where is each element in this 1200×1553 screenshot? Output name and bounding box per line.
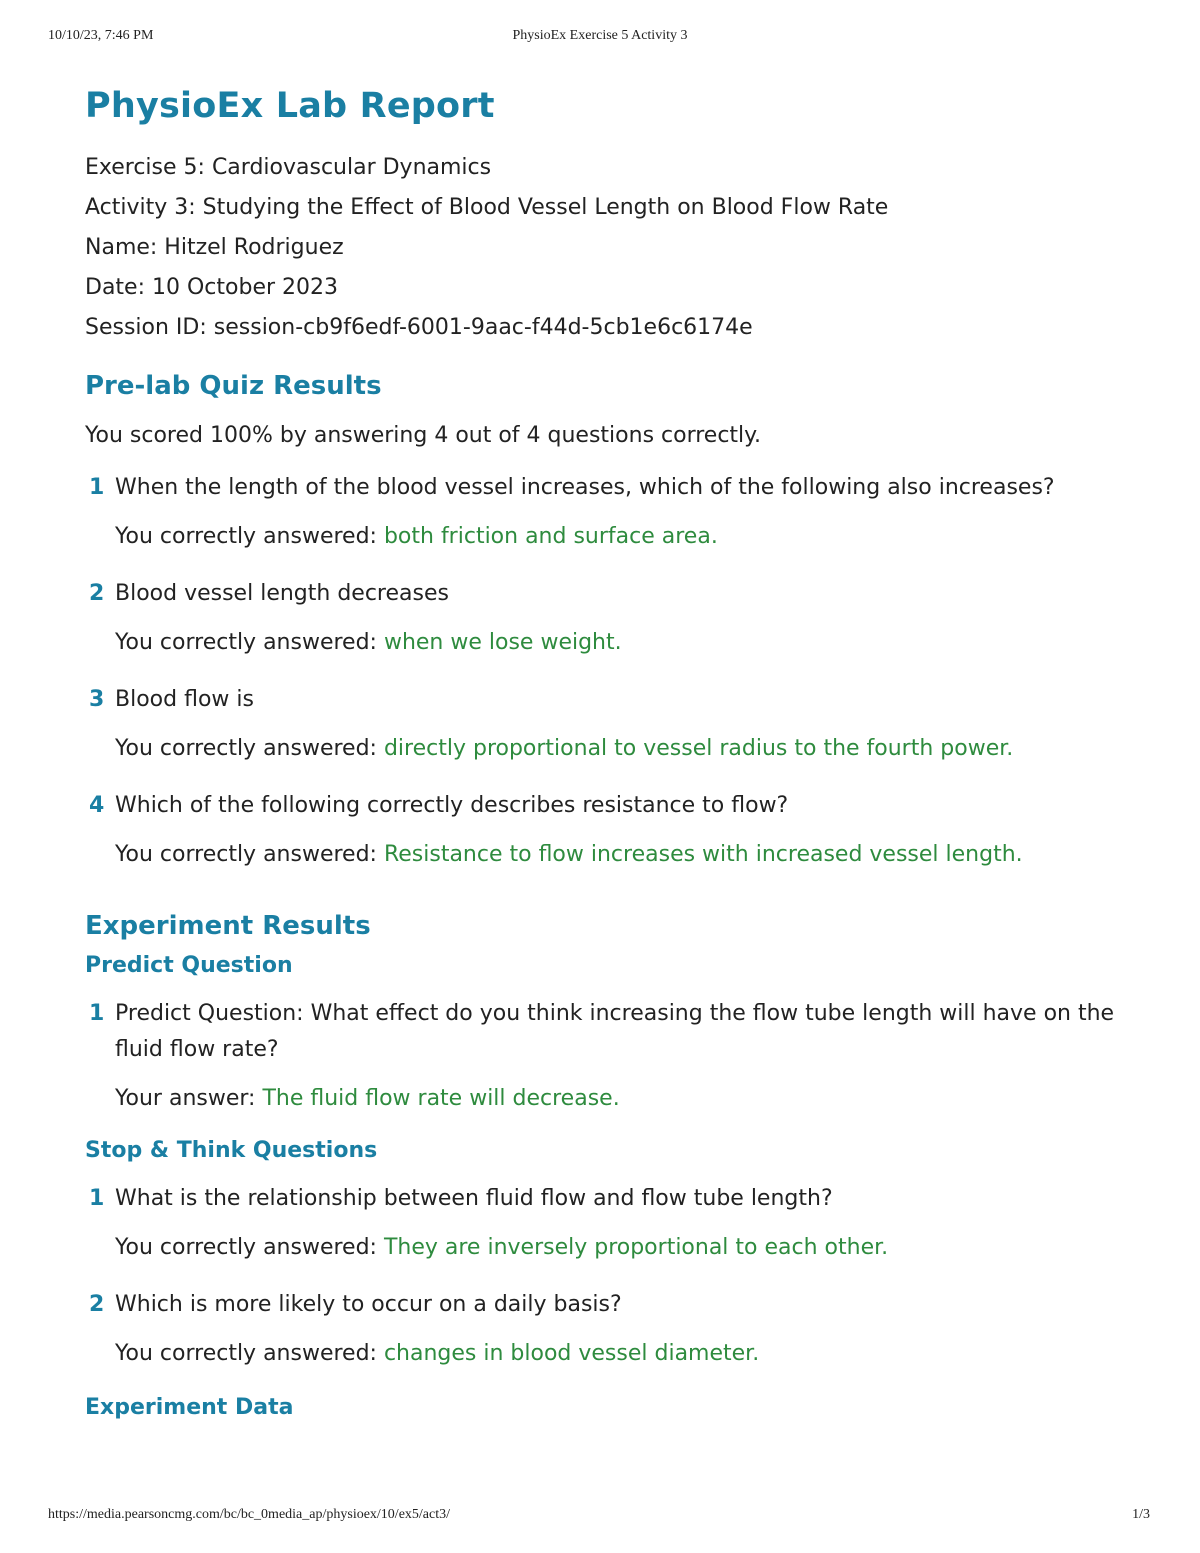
question-number: 2: [89, 1292, 105, 1317]
report-date: Date: 10 October 2023: [85, 275, 338, 300]
question-text: Blood flow is: [115, 687, 254, 712]
answer-label: Your answer:: [115, 1086, 263, 1111]
answer-label: You correctly answered:: [115, 524, 384, 549]
question-text: Predict Question: What effect do you think increasing the flow tube length will have on the fluid flow rate?: [115, 1001, 1115, 1062]
print-page-number: 1/3: [1132, 1507, 1150, 1522]
stop-think-question: [85, 1287, 1145, 1370]
question-text: Blood vessel length decreases: [115, 581, 449, 606]
question-text: Which is more likely to occur on a daily basis?: [115, 1292, 622, 1317]
print-datetime: 10/10/23, 7:46 PM: [48, 28, 154, 43]
question-number: 1: [89, 1001, 105, 1026]
question-text: When the length of the blood vessel increases, which of the following also increases?: [115, 475, 1055, 500]
prelab-question: [85, 470, 1145, 553]
answer-text: They are inversely proportional to each other.: [383, 1235, 889, 1260]
answer-text: directly proportional to vessel radius to the fourth power.: [383, 736, 1014, 761]
prelab-question: [85, 682, 1145, 765]
predict-question-heading: Predict Question: [85, 953, 293, 978]
exercise-line: Exercise 5: Cardiovascular Dynamics: [85, 155, 492, 180]
question-number: 2: [89, 581, 105, 606]
experiment-results-heading: Experiment Results: [85, 911, 371, 941]
answer-label: You correctly answered:: [115, 1341, 384, 1366]
answer-text: The fluid flow rate will decrease.: [262, 1086, 620, 1111]
answer-text: Resistance to flow increases with increased vessel length.: [383, 842, 1023, 867]
print-page-title: PhysioEx Exercise 5 Activity 3: [512, 28, 688, 43]
question-text: Which of the following correctly describes resistance to flow?: [115, 793, 789, 818]
prelab-question: [85, 576, 1145, 659]
prelab-score: You scored 100% by answering 4 out of 4 questions correctly.: [85, 423, 762, 448]
answer-label: You correctly answered:: [115, 842, 384, 867]
session-id: Session ID: session-cb9f6edf-6001-9aac-f44d-5cb1e6c6174e: [85, 315, 753, 340]
report-title: PhysioEx Lab Report: [85, 86, 495, 126]
prelab-question: [85, 788, 1145, 871]
answer-text: both friction and surface area.: [383, 524, 718, 549]
student-name: Name: Hitzel Rodriguez: [85, 235, 344, 260]
answer-text: when we lose weight.: [383, 630, 622, 655]
question-number: 1: [89, 475, 105, 500]
prelab-heading: Pre-lab Quiz Results: [85, 371, 382, 401]
print-url: https://media.pearsoncmg.com/bc/bc_0media_ap/physioex/10/ex5/act3/: [48, 1507, 451, 1522]
lab-report: [85, 80, 1145, 1424]
activity-line: Activity 3: Studying the Effect of Blood Vessel Length on Blood Flow Rate: [85, 195, 889, 220]
report-meta: [85, 148, 1145, 348]
question-number: 3: [89, 687, 105, 712]
stop-think-question: [85, 1181, 1145, 1264]
predict-question: [85, 996, 1145, 1115]
answer-label: You correctly answered:: [115, 630, 384, 655]
answer-label: You correctly answered:: [115, 1235, 384, 1260]
answer-label: You correctly answered:: [115, 736, 384, 761]
experiment-data-heading: Experiment Data: [85, 1395, 294, 1420]
stop-think-heading: Stop & Think Questions: [85, 1138, 378, 1163]
question-text: What is the relationship between fluid flow and flow tube length?: [115, 1186, 833, 1211]
question-number: 4: [89, 793, 105, 818]
question-number: 1: [89, 1186, 105, 1211]
answer-text: changes in blood vessel diameter.: [383, 1341, 760, 1366]
